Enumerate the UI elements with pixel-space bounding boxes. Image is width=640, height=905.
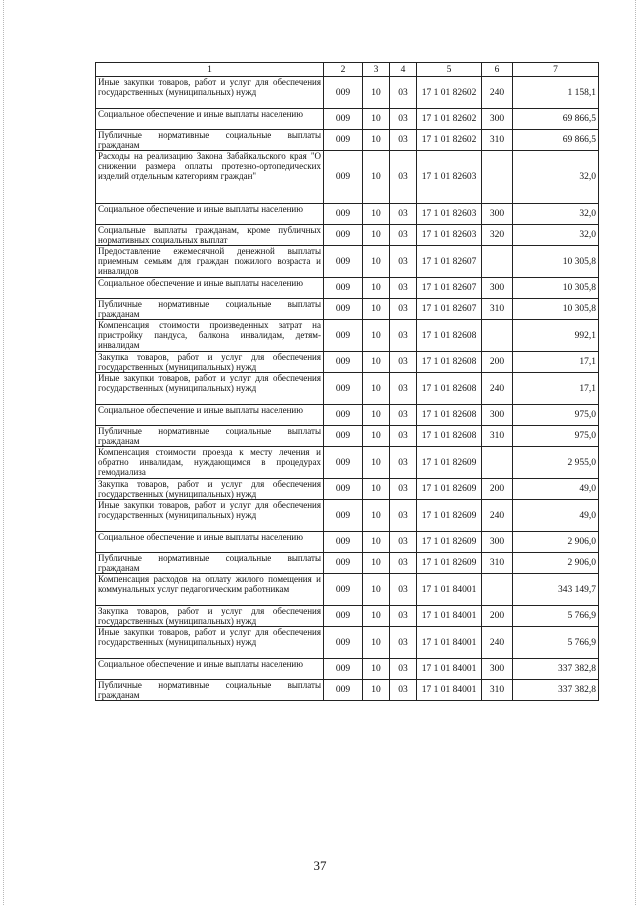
row-amount: 69 866,5: [513, 109, 599, 130]
row-description: Иные закупки товаров, работ и услуг для обеспечения государственных (муниципальных) нужд: [96, 627, 324, 659]
row-target-article: 17 1 01 84001: [417, 680, 482, 701]
table-row: [96, 204, 599, 225]
row-expense-type: 300: [482, 278, 513, 299]
table-row: [96, 151, 599, 204]
header-cell-2: 2: [324, 63, 363, 77]
row-expense-type: 240: [482, 500, 513, 532]
table-row: [96, 479, 599, 500]
row-description: Закупка товаров, работ и услуг для обеспечения государственных (муниципальных) нужд: [96, 606, 324, 627]
table-row: [96, 574, 599, 606]
row-ministry-code: 009: [324, 447, 363, 479]
row-section-code: 10: [363, 373, 390, 405]
row-ministry-code: 009: [324, 574, 363, 606]
row-ministry-code: 009: [324, 151, 363, 204]
row-subsection-code: 03: [390, 426, 417, 447]
row-expense-type: 310: [482, 426, 513, 447]
row-amount: 1 158,1: [513, 77, 599, 109]
row-ministry-code: 009: [324, 627, 363, 659]
row-description: Социальное обеспечение и иные выплаты населению: [96, 532, 324, 553]
row-subsection-code: 03: [390, 659, 417, 680]
row-amount: 17,1: [513, 352, 599, 373]
row-ministry-code: 009: [324, 680, 363, 701]
row-section-code: 10: [363, 627, 390, 659]
page-number: 37: [313, 858, 327, 873]
row-description: Предоставление ежемесячной денежной выплаты приемным семьям для граждан пожилого возраста и инвалидов: [96, 246, 324, 278]
row-subsection-code: 03: [390, 151, 417, 204]
row-ministry-code: 009: [324, 479, 363, 500]
row-ministry-code: 009: [324, 225, 363, 246]
row-amount: 5 766,9: [513, 627, 599, 659]
row-section-code: 10: [363, 352, 390, 373]
row-subsection-code: 03: [390, 246, 417, 278]
row-ministry-code: 009: [324, 606, 363, 627]
row-section-code: 10: [363, 109, 390, 130]
row-target-article: 17 1 01 82609: [417, 500, 482, 532]
row-target-article: 17 1 01 82607: [417, 278, 482, 299]
row-description: Компенсация стоимости проезда к месту лечения и обратно инвалидам, нуждающимся в процедурах гемодиализа: [96, 447, 324, 479]
row-subsection-code: 03: [390, 225, 417, 246]
row-target-article: 17 1 01 82603: [417, 204, 482, 225]
row-expense-type: 240: [482, 77, 513, 109]
row-target-article: 17 1 01 82602: [417, 77, 482, 109]
row-amount: 5 766,9: [513, 606, 599, 627]
row-amount: 975,0: [513, 426, 599, 447]
row-section-code: 10: [363, 278, 390, 299]
header-row: [96, 63, 599, 77]
row-section-code: 10: [363, 426, 390, 447]
row-amount: 2 906,0: [513, 532, 599, 553]
row-ministry-code: 009: [324, 553, 363, 574]
row-amount: 17,1: [513, 373, 599, 405]
row-target-article: 17 1 01 82602: [417, 130, 482, 151]
row-amount: 10 305,8: [513, 278, 599, 299]
row-section-code: 10: [363, 606, 390, 627]
header-cell-7: 7: [513, 63, 599, 77]
table-row: [96, 278, 599, 299]
budget-table: [95, 62, 599, 701]
row-amount: 337 382,8: [513, 659, 599, 680]
row-expense-type: 240: [482, 627, 513, 659]
header-cell-1: 1: [96, 63, 324, 77]
row-ministry-code: 009: [324, 426, 363, 447]
row-section-code: 10: [363, 405, 390, 426]
table-row: [96, 299, 599, 320]
row-ministry-code: 009: [324, 278, 363, 299]
row-ministry-code: 009: [324, 299, 363, 320]
row-subsection-code: 03: [390, 574, 417, 606]
row-expense-type: 200: [482, 479, 513, 500]
row-expense-type: 200: [482, 606, 513, 627]
row-subsection-code: 03: [390, 553, 417, 574]
row-ministry-code: 009: [324, 204, 363, 225]
row-expense-type: 300: [482, 532, 513, 553]
row-description: Социальное обеспечение и иные выплаты населению: [96, 109, 324, 130]
row-description: Публичные нормативные социальные выплаты гражданам: [96, 299, 324, 320]
row-amount: 32,0: [513, 225, 599, 246]
row-target-article: 17 1 01 84001: [417, 659, 482, 680]
table-row: [96, 606, 599, 627]
table-header: [96, 63, 599, 77]
row-ministry-code: 009: [324, 246, 363, 278]
row-expense-type: 240: [482, 373, 513, 405]
table-row: [96, 659, 599, 680]
row-expense-type: [482, 574, 513, 606]
table-row: [96, 680, 599, 701]
row-target-article: 17 1 01 82602: [417, 109, 482, 130]
row-expense-type: 310: [482, 299, 513, 320]
row-target-article: 17 1 01 82603: [417, 151, 482, 204]
row-ministry-code: 009: [324, 320, 363, 352]
row-description: Закупка товаров, работ и услуг для обеспечения государственных (муниципальных) нужд: [96, 352, 324, 373]
row-expense-type: 310: [482, 130, 513, 151]
row-description: Иные закупки товаров, работ и услуг для обеспечения государственных (муниципальных) нужд: [96, 500, 324, 532]
row-target-article: 17 1 01 82608: [417, 426, 482, 447]
row-amount: 69 866,5: [513, 130, 599, 151]
row-ministry-code: 009: [324, 130, 363, 151]
row-ministry-code: 009: [324, 77, 363, 109]
row-subsection-code: 03: [390, 278, 417, 299]
table-row: [96, 320, 599, 352]
row-amount: 343 149,7: [513, 574, 599, 606]
row-section-code: 10: [363, 659, 390, 680]
row-description: Публичные нормативные социальные выплаты гражданам: [96, 426, 324, 447]
row-ministry-code: 009: [324, 405, 363, 426]
row-ministry-code: 009: [324, 109, 363, 130]
row-target-article: 17 1 01 82609: [417, 553, 482, 574]
row-target-article: 17 1 01 84001: [417, 574, 482, 606]
table-row: [96, 246, 599, 278]
row-expense-type: 310: [482, 680, 513, 701]
row-subsection-code: 03: [390, 606, 417, 627]
row-description: Социальные выплаты гражданам, кроме публичных нормативных социальных выплат: [96, 225, 324, 246]
header-cell-6: 6: [482, 63, 513, 77]
row-target-article: 17 1 01 82608: [417, 405, 482, 426]
table-row: [96, 77, 599, 109]
row-target-article: 17 1 01 82608: [417, 352, 482, 373]
row-subsection-code: 03: [390, 299, 417, 320]
table-row: [96, 500, 599, 532]
row-amount: 2 955,0: [513, 447, 599, 479]
row-expense-type: [482, 151, 513, 204]
row-ministry-code: 009: [324, 373, 363, 405]
table-row: [96, 553, 599, 574]
row-subsection-code: 03: [390, 320, 417, 352]
row-subsection-code: 03: [390, 204, 417, 225]
row-subsection-code: 03: [390, 352, 417, 373]
row-expense-type: 300: [482, 204, 513, 225]
row-section-code: 10: [363, 500, 390, 532]
row-amount: 337 382,8: [513, 680, 599, 701]
row-target-article: 17 1 01 82603: [417, 225, 482, 246]
row-target-article: 17 1 01 82607: [417, 299, 482, 320]
row-expense-type: 300: [482, 109, 513, 130]
row-subsection-code: 03: [390, 680, 417, 701]
row-expense-type: 310: [482, 553, 513, 574]
row-ministry-code: 009: [324, 500, 363, 532]
row-description: Социальное обеспечение и иные выплаты населению: [96, 405, 324, 426]
scan-edge-right: [635, 0, 637, 905]
row-section-code: 10: [363, 447, 390, 479]
header-cell-3: 3: [363, 63, 390, 77]
row-amount: 32,0: [513, 151, 599, 204]
scan-edge-left: [3, 0, 5, 905]
row-target-article: 17 1 01 82608: [417, 320, 482, 352]
row-amount: 975,0: [513, 405, 599, 426]
table-row: [96, 447, 599, 479]
row-description: Иные закупки товаров, работ и услуг для обеспечения государственных (муниципальных) нужд: [96, 77, 324, 109]
row-section-code: 10: [363, 574, 390, 606]
row-section-code: 10: [363, 320, 390, 352]
row-section-code: 10: [363, 532, 390, 553]
row-expense-type: 320: [482, 225, 513, 246]
row-expense-type: [482, 246, 513, 278]
row-subsection-code: 03: [390, 109, 417, 130]
row-description: Иные закупки товаров, работ и услуг для обеспечения государственных (муниципальных) нужд: [96, 373, 324, 405]
table-row: [96, 627, 599, 659]
row-target-article: 17 1 01 84001: [417, 627, 482, 659]
table-row: [96, 352, 599, 373]
row-amount: 49,0: [513, 479, 599, 500]
row-description: Социальное обеспечение и иные выплаты населению: [96, 204, 324, 225]
row-description: Компенсация расходов на оплату жилого помещения и коммунальных услуг педагогическим работникам: [96, 574, 324, 606]
row-ministry-code: 009: [324, 659, 363, 680]
row-expense-type: 300: [482, 659, 513, 680]
header-cell-5: 5: [417, 63, 482, 77]
row-subsection-code: 03: [390, 500, 417, 532]
row-amount: 2 906,0: [513, 553, 599, 574]
row-ministry-code: 009: [324, 352, 363, 373]
table-row: [96, 109, 599, 130]
row-description: Публичные нормативные социальные выплаты гражданам: [96, 130, 324, 151]
table-row: [96, 532, 599, 553]
row-section-code: 10: [363, 553, 390, 574]
row-subsection-code: 03: [390, 447, 417, 479]
row-subsection-code: 03: [390, 532, 417, 553]
row-expense-type: 300: [482, 405, 513, 426]
row-description: Компенсация стоимости произведенных затрат на пристройку пандуса, балкона инвалидам, детям-инвалидам: [96, 320, 324, 352]
row-section-code: 10: [363, 680, 390, 701]
table-body: [96, 77, 599, 701]
row-amount: 49,0: [513, 500, 599, 532]
row-subsection-code: 03: [390, 130, 417, 151]
row-target-article: 17 1 01 82608: [417, 373, 482, 405]
row-description: Социальное обеспечение и иные выплаты населению: [96, 278, 324, 299]
row-subsection-code: 03: [390, 373, 417, 405]
row-ministry-code: 009: [324, 532, 363, 553]
table-row: [96, 225, 599, 246]
row-section-code: 10: [363, 246, 390, 278]
row-target-article: 17 1 01 82609: [417, 532, 482, 553]
row-subsection-code: 03: [390, 77, 417, 109]
row-target-article: 17 1 01 82609: [417, 447, 482, 479]
row-target-article: 17 1 01 84001: [417, 606, 482, 627]
row-description: Публичные нормативные социальные выплаты гражданам: [96, 553, 324, 574]
table-row: [96, 426, 599, 447]
row-description: Публичные нормативные социальные выплаты гражданам: [96, 680, 324, 701]
row-section-code: 10: [363, 225, 390, 246]
row-amount: 10 305,8: [513, 246, 599, 278]
row-description: Расходы на реализацию Закона Забайкальского края "О снижении размера оплаты протезно-ортопедических изделий отдельным категориям граждан": [96, 151, 324, 204]
header-cell-4: 4: [390, 63, 417, 77]
row-description: Закупка товаров, работ и услуг для обеспечения государственных (муниципальных) нужд: [96, 479, 324, 500]
row-section-code: 10: [363, 130, 390, 151]
row-amount: 10 305,8: [513, 299, 599, 320]
row-subsection-code: 03: [390, 479, 417, 500]
row-target-article: 17 1 01 82607: [417, 246, 482, 278]
row-description: Социальное обеспечение и иные выплаты населению: [96, 659, 324, 680]
row-target-article: 17 1 01 82609: [417, 479, 482, 500]
row-subsection-code: 03: [390, 627, 417, 659]
row-amount: 32,0: [513, 204, 599, 225]
row-section-code: 10: [363, 77, 390, 109]
row-expense-type: [482, 447, 513, 479]
table-row: [96, 405, 599, 426]
row-expense-type: 200: [482, 352, 513, 373]
row-section-code: 10: [363, 299, 390, 320]
table-row: [96, 130, 599, 151]
table-row: [96, 373, 599, 405]
row-section-code: 10: [363, 204, 390, 225]
row-amount: 992,1: [513, 320, 599, 352]
row-section-code: 10: [363, 151, 390, 204]
row-expense-type: [482, 320, 513, 352]
row-subsection-code: 03: [390, 405, 417, 426]
row-section-code: 10: [363, 479, 390, 500]
